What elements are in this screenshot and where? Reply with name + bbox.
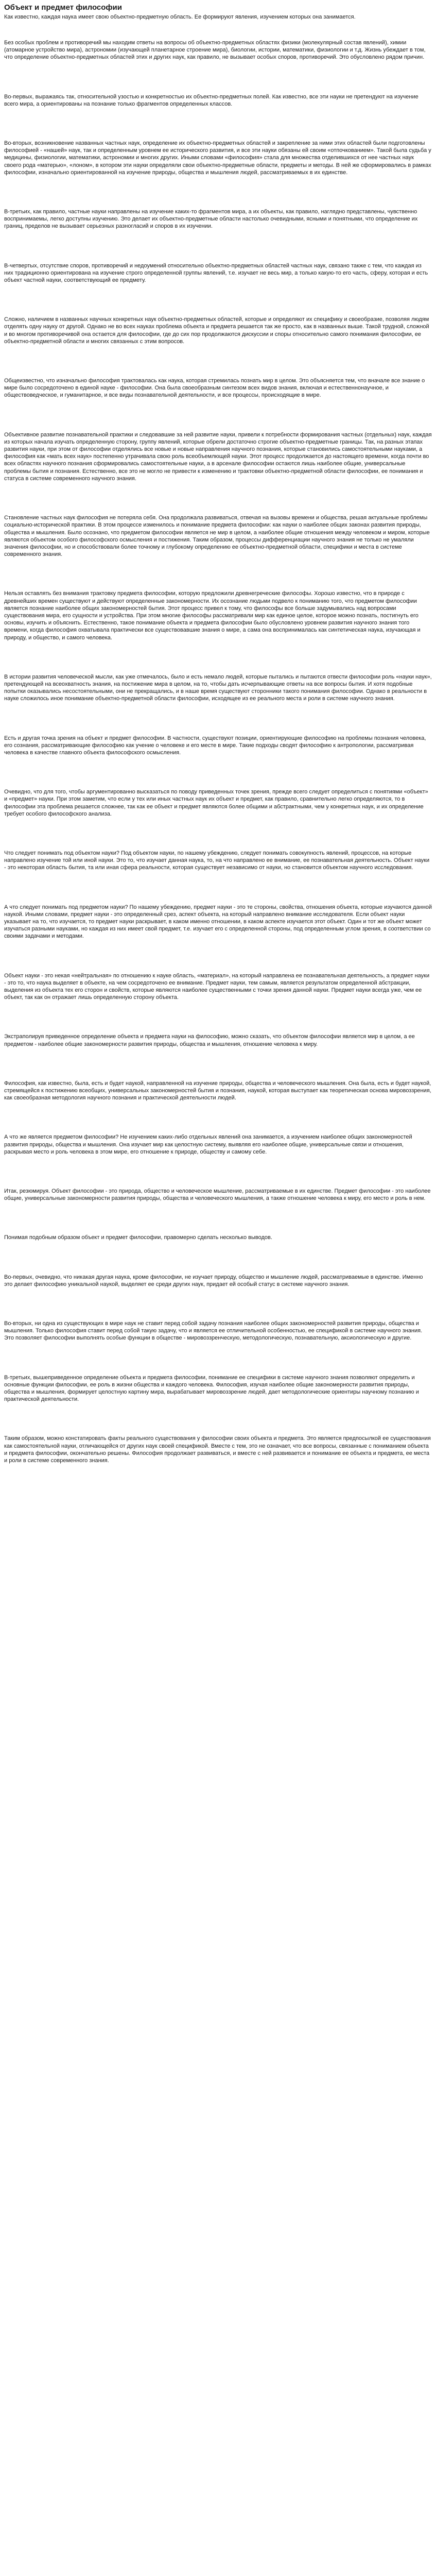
paragraph: Экстраполируя приведенное определение объекта и предмета науки на философию, можно сказать, что объектом философии является мир в целом, а ее предметом - наиболее общие закономерности развития природы, общества и мышления, отношение человека к миру. xyxy=(4,1033,415,1047)
paragraph: А что же является предметом философии? Не изучением каких-либо отдельных явлений она занимается, а изучением наиболее общих закономерностей развития природы, общества и мышления. Она изучает мир как целостную систему, выявляя его наиболее общие, универсальные связи и отношения, раскрывая место и роль человека в этом мире, его отношение к природе, обществу и самому себе. xyxy=(4,1134,412,1155)
paragraph: Во-первых, очевидно, что никакая другая наука, кроме философии, не изучает природу, общество и мышление людей, рассматриваемые в единстве. Именно это делает философию уникальной наукой, выделяет ее среди других наук, придает ей особый статус в системе научного знания. xyxy=(4,1274,423,1287)
paragraph: В истории развития человеческой мысли, как уже отмечалось, было и есть немало людей, которые пытались и пытаются отвести философии роль «науки наук», претендующей на всеохватность знания, на постижение мира в целом, на то, чтобы дать исчерпывающие ответы на все вопросы бытия. И хотя подобные попытки оказывались несостоятельными, они не прекращались, и в наше время существуют сторонники такого понимания философии. Однако в реальности в науке сложилось иное понимание объектно-предметной области философии, исходящее из ее реального места и роли в системе научного знания. xyxy=(4,673,432,702)
paragraph: Нельзя оставлять без внимания трактовку предмета философии, которую предложили древнегреческие философы. Хорошо известно, что в природе с древнейших времен существуют и действуют определенные закономерности. Их осознание людьми подвело к пониманию того, что предметом философии является познание наиболее общих закономерностей бытия. Этот процесс привел к тому, что философы все больше задумывались над вопросами существования мира, его сущности и устройства. При этом многие философы рассматривали мир как единое целое, которое можно познать, постигнуть его основы, изучить и объяснить. Естественно, такое понимание объекта и предмета философии было обусловлено уровнем развития научного знания того времени, когда философия охватывала практически все существовавшие знания о мире, а сама она воспринималась как синтетическая наука, изучающая и природу, и общество, и самого человека. xyxy=(4,590,421,641)
article-body xyxy=(4,39,432,1464)
paragraph: А что следует понимать под предметом науки? По нашему убеждению, предмет науки - это те стороны, свойства, отношения объекта, которые изучаются данной наукой. Иными словами, предмет науки - это определенный срез, аспект объекта, на который направлено внимание исследователя. Если объект науки указывает на то, что изучается, то предмет науки раскрывает, в каком именно отношении, в каком аспекте изучается этот объект. Один и тот же объект может изучаться разными науками, но каждая из них имеет свой предмет, т.е. изучает его с определенной стороны, под определенным углом зрения, в соответствии со своими задачами и методами. xyxy=(4,904,432,940)
paragraph: Объект науки - это некая «нейтральная» по отношению к науке область, «материал», на который направлена ее познавательная деятельность, а предмет науки - это то, что наука выделяет в объекте, на чем сосредоточено ее внимание. Предмет науки, тем самым, является результатом определенной абстракции, выделения из объекта тех его сторон и свойств, которые являются наиболее существенными с точки зрения данной науки. Предмет науки всегда уже, чем ее объект, так как он отражает лишь определенную сторону объекта. xyxy=(4,972,430,1001)
paragraph: Объективное развитие познавательной практики и следовавшие за ней развитие науки, привели к потребности формирования частных (отдельных) наук, каждая из которых начала изучать определенную сторону, группу явлений, которые обрели достаточно строгие объектно-предметные границы. Так, на разных этапах развития науки, при этом от философии отделялись все новые и новые направления научного познания, которые становились самостоятельными науками, а философия как «мать всех наук» постепенно утрачивала свою роль всеобъемлющей науки. Этот процесс продолжается до настоящего времени, когда почти во всех областях научного познания сформировались самостоятельные науки, а в арсенале философии остаются лишь наиболее общие, универсальные проблемы бытия и познания. Естественно, все это не могло не привести к изменению и трактовки объектно-предметной области философии, ее понимания и статуса в системе современного научного знания. xyxy=(4,431,432,482)
paragraph: Во-вторых, ни одна из существующих в мире наук не ставит перед собой задачу познания наиболее общих закономерностей развития природы, общества и мышления. Только философия ставит перед собой такую задачу, что и является ее отличительной особенностью, ее спецификой в системе научного знания. Это позволяет философии выполнять особые функции в обществе - мировоззренческую, методологическую, познавательную, аксиологическую и другие. xyxy=(4,1320,423,1342)
paragraph: Что следует понимать под объектом науки? Под объектом науки, по нашему убеждению, следует понимать совокупность явлений, процессов, на которые направлено изучение той или иной науки. Это то, что изучает данная наука, то, на что направлено ее внимание, ее познавательная деятельность. Объект науки - это некоторая область бытия, та или иная сфера реальности, которая существует независимо от науки, но становится объектом научного исследования. xyxy=(4,850,430,871)
paragraph: Очевидно, что для того, чтобы аргументированно высказаться по поводу приведенных точек зрения, прежде всего следует определиться с понятиями «объект» и «предмет» науки. При этом заметим, что если у тех или иных частных наук их объект и предмет, как правило, сравнительно легко определяются, то в философии эта проблема решается сложнее, так как ее объект и предмет являются более общими и абстрактными, чем у конкретных наук, и их определение требует особого философского анализа. xyxy=(4,789,428,817)
paragraph: Сложно, наличием в названных научных конкретных наук объектно-предметных областей, которые и определяют их специфику и своеобразие, позволяя людям отделять одну науку от другой. Однако не во всех науках проблема объекта и предмета решается так же просто, как в названных выше. Такой трудной, сложной и во многом противоречивой она остается для философии, где до сих пор продолжаются дискуссии и споры относительно самого понимания философии, ее объектно-предметной области и многих связанных с этим вопросов. xyxy=(4,316,429,345)
lead-paragraph: Как известно, каждая наука имеет свою объектно-предметную область. Ее формируют явления, изучением которых она занимается. xyxy=(4,14,356,20)
paragraph: Итак, резюмируя. Объект философии - это природа, общество и человеческое мышление, рассматриваемые в их единстве. Предмет философии - это наиболее общие, универсальные закономерности развития природы, общества и человеческого мышления, а также отношение человека к миру, его место и роль в нем. xyxy=(4,1188,431,1202)
paragraph: Во-вторых, возникновение названных частных наук, определение их объектно-предметных областей и закрепление за ними этих областей были подготовлены философией - «нашей» наук, так и определенным уровнем ее исторического развития, и все эти науки обязаны ей своим «отпочкованием». Такой была судьба у медицины, физиологии, математики, астрономии и многих других. Иными словами «философия» стала для множества отделившихся от нее частных наук своего рода «матерью», «лоном», в котором эти науки определяли свои объектно-предметные области, предметы и методы. В ней же сформировались в рамках философии, изначально ориентированной на изучение природы, общества и мышления людей, рассматриваемых в их единстве. xyxy=(4,140,431,176)
paragraph: Таким образом, можно констатировать факты реального существования у философии своих объекта и предмета. Это является предпосылкой ее существования как самостоятельной науки, отличающейся от других наук своей спецификой. Вместе с тем, это не означает, что все вопросы, связанные с пониманием объекта и предмета философии, окончательно решены. Философия продолжает развиваться, и вместе с ней развивается и понимание ее объекта и предмета, ее места и роли в системе современного знания. xyxy=(4,1435,431,1464)
paragraph: Становление частных наук философия не потеряла себя. Она продолжала развиваться, отвечая на вызовы времени и общества, решая актуальные проблемы социально-исторической практики. В этом процессе изменилось и понимание предмета философии: как науки о наиболее общих законах развития природы, общества и мышления. Было осознано, что предметом философии является не мир в целом, а наиболее общие отношения между человеком и миром, которые являются объектом особого философского осмысления и постижения. Таким образом, процессы дифференциации научного знания не только не умаляли значения философии, но и способствовали более точному и глубокому определению ее объектно-предметной области, специфики и места в системе современного знания. xyxy=(4,515,430,558)
paragraph: В-четвертых, отсутствие споров, противоречий и недоумений относительно объектно-предметных областей частных наук, связано также с тем, что каждая из них традиционно ориентирована на изучение строго определенной группы явлений, т.е. изучает не весь мир, а только какую-то его часть, сферу, которая и есть объект частной науки, соответствующий ее предмету. xyxy=(4,262,428,284)
paragraph: В-третьих, как правило, частные науки направлены на изучение каких-то фрагментов мира, а их объекты, как правило, наглядно представлены, чувственно воспринимаемы, легко доступны изучению. Это делает их объектно-предметные области настолько очевидными, ясными и понятными, что определение их границ, пределов не вызывает серьезных разногласий и споров в их изучении. xyxy=(4,209,418,230)
paragraph: Есть и другая точка зрения на объект и предмет философии. В частности, существуют позиции, ориентирующие философию на проблемы познания человека, его сознания, рассматривающие философию как учение о человеке и его месте в мире. Такие подходы сводят философию к антропологии, рассматривая человека в качестве главного объекта философского осмысления. xyxy=(4,735,426,756)
paragraph: Понимая подобным образом объект и предмет философии, правомерно сделать несколько выводов. xyxy=(4,1234,272,1241)
paragraph: Философия, как известно, была, есть и будет наукой, направленной на изучение природы, общества и человеческого мышления. Она была, есть и будет наукой, стремящейся к постижению всеобщих, универсальных закономерностей бытия и познания, наукой, которая выступает как теоретическая основа мировоззрения, как своеобразная методология научного познания и практической деятельности людей. xyxy=(4,1080,431,1101)
page-title: Объект и предмет философии xyxy=(4,3,122,12)
paragraph: Во-первых, выражаясь так, относительной узостью и конкретностью их объектно-предметных полей. Как известно, все эти науки не претендуют на изучение всего мира, а ориентированы на познание только фрагментов определенных классов. xyxy=(4,93,418,107)
paragraph: Общеизвестно, что изначально философия трактовалась как наука, которая стремилась познать мир в целом. Это объясняется тем, что вначале все знание о мире было сосредоточено в единой науке - философии. Она была своеобразным синтезом всех видов знания, включая и естественнонаучное, и обществоведческое, и гуманитарное, и все виды познавательной деятельности, и все процессы, происходящие в мире. xyxy=(4,378,425,399)
paragraph: В-третьих, вышеприведенное определение объекта и предмета философии, понимание ее специфики в системе научного знания позволяют определить и основные функции философии, ее роль в жизни общества и каждого человека. Философия, изучая наиболее общие закономерности развития природы, общества и мышления, формирует целостную картину мира, вырабатывает мировоззрение людей, дает методологические ориентиры научному познанию и практической деятельности. xyxy=(4,1374,419,1403)
paragraph: Без особых проблем и противоречий мы находим ответы на вопросы об объектно-предметных областях физики (молекулярный состав явлений), химии (атомарное устройство мира), астрономии (изучающей планетарное строение мира), биологии, истории, математики, физиологии и т.д. Жизнь убеждает в том, что определение объектно-предметных областей этих и других наук, как правило, не вызывает особых споров, противоречий. Это обусловлено рядом причин. xyxy=(4,40,426,61)
